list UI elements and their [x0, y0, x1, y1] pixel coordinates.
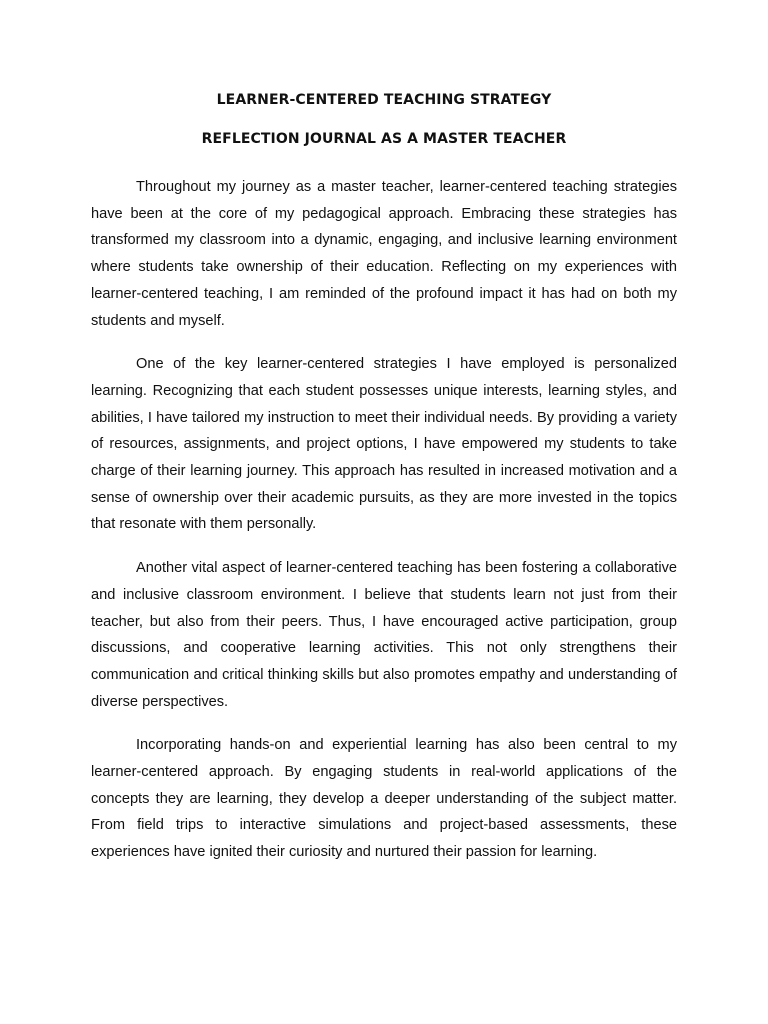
paragraph-2: One of the key learner-centered strategies I have employed is personalized learning. Recognizing that each student possesses unique interests, learning styles, and abilities, I have tailored my instruction to meet their individual needs. By providing a variety of resources, assignments, and project options, I have empowered my students to take charge of their learning journey. This approach has resulted in increased motivation and a sense of ownership over their academic pursuits, as they are more invested in the topics that resonate with them personally. — [91, 356, 677, 533]
document-body — [91, 174, 677, 883]
document-subtitle: REFLECTION JOURNAL AS A MASTER TEACHER — [201, 131, 567, 147]
paragraph-1: Throughout my journey as a master teacher, learner-centered teaching strategies have been at the core of my pedagogical approach. Embracing these strategies has transformed my classroom into a dynamic, engaging, and inclusive learning environment where students take ownership of their education. Reflecting on my experiences with learner-centered teaching, I am reminded of the profound impact it has had on both my students and myself. — [91, 179, 677, 329]
document-title: LEARNER-CENTERED TEACHING STRATEGY — [216, 92, 552, 108]
paragraph-3: Another vital aspect of learner-centered teaching has been fostering a collaborative and inclusive classroom environment. I believe that students learn not just from their teacher, but also from their peers. Thus, I have encouraged active participation, group discussions, and cooperative learning activities. This not only strengthens their communication and critical thinking skills but also promotes empathy and understanding of diverse perspectives. — [91, 560, 677, 710]
paragraph-4: Incorporating hands-on and experiential learning has also been central to my learner-centered approach. By engaging students in real-world applications of the concepts they are learning, they develop a deeper understanding of the subject matter. From field trips to interactive simulations and project-based assessments, these experiences have ignited their curiosity and nurtured their passion for learning. — [91, 737, 677, 861]
